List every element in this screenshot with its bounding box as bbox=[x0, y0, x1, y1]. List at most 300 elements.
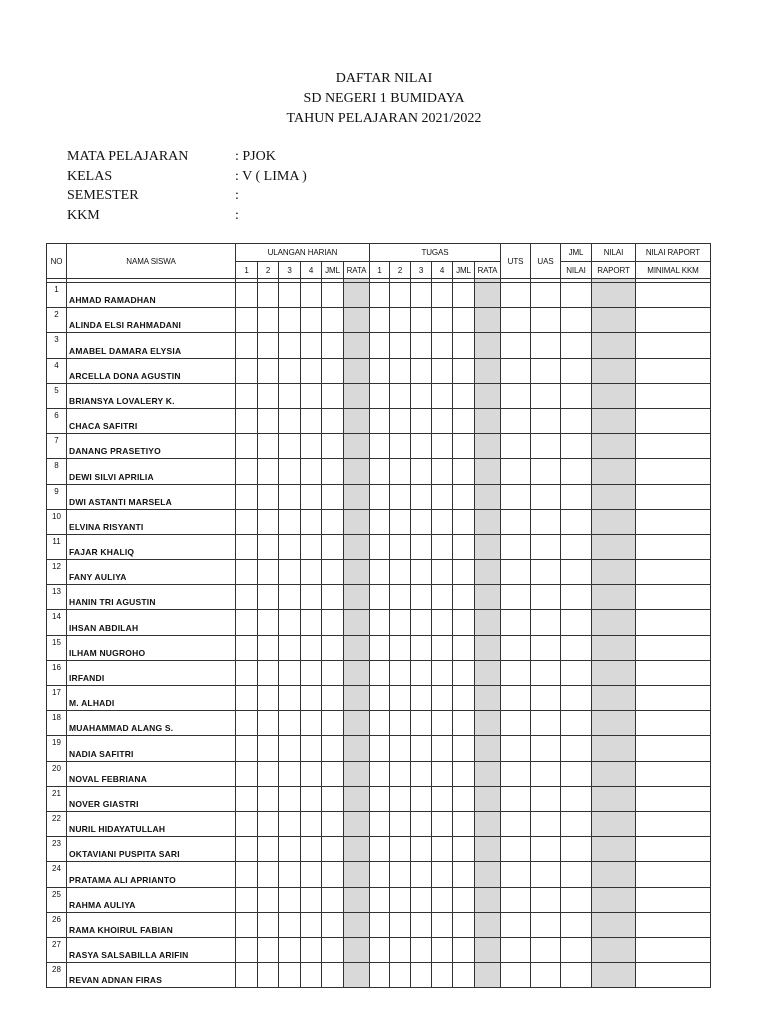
grade-cell-assignment-average[interactable] bbox=[475, 837, 501, 862]
grade-cell-assignment-4[interactable] bbox=[432, 811, 453, 836]
grade-cell-assignment-2[interactable] bbox=[390, 434, 411, 459]
grade-cell-assignment-3[interactable] bbox=[411, 912, 432, 937]
grade-cell-assignment-4[interactable] bbox=[432, 610, 453, 635]
grade-cell-assignment-3[interactable] bbox=[411, 434, 432, 459]
grade-cell-daily-test-2[interactable] bbox=[258, 912, 279, 937]
grade-cell-daily-test-3[interactable] bbox=[279, 887, 301, 912]
grade-cell-assignment-total[interactable] bbox=[453, 560, 475, 585]
grade-cell-daily-test-1[interactable] bbox=[236, 786, 258, 811]
grade-cell-assignment-2[interactable] bbox=[390, 711, 411, 736]
grade-cell-assignment-2[interactable] bbox=[390, 534, 411, 559]
grade-cell-daily-test-1[interactable] bbox=[236, 937, 258, 962]
grade-cell-assignment-average[interactable] bbox=[475, 937, 501, 962]
grade-cell-assignment-2[interactable] bbox=[390, 560, 411, 585]
grade-cell-assignment-3[interactable] bbox=[411, 408, 432, 433]
grade-cell-daily-test-3[interactable] bbox=[279, 434, 301, 459]
grade-cell-daily-test-4[interactable] bbox=[301, 660, 322, 685]
grade-cell-daily-test-2[interactable] bbox=[258, 484, 279, 509]
grade-cell-uts[interactable] bbox=[501, 610, 531, 635]
grade-cell-assignment-3[interactable] bbox=[411, 610, 432, 635]
grade-cell-assignment-4[interactable] bbox=[432, 887, 453, 912]
grade-cell-report-kkm[interactable] bbox=[636, 534, 711, 559]
grade-cell-assignment-1[interactable] bbox=[370, 786, 390, 811]
grade-cell-uts[interactable] bbox=[501, 333, 531, 358]
grade-cell-daily-test-4[interactable] bbox=[301, 484, 322, 509]
grade-cell-uts[interactable] bbox=[501, 736, 531, 761]
grade-cell-assignment-2[interactable] bbox=[390, 585, 411, 610]
grade-cell-uas[interactable] bbox=[531, 383, 561, 408]
grade-cell-report-kkm[interactable] bbox=[636, 509, 711, 534]
grade-cell-assignment-1[interactable] bbox=[370, 660, 390, 685]
grade-cell-assignment-average[interactable] bbox=[475, 736, 501, 761]
grade-cell-assignment-1[interactable] bbox=[370, 736, 390, 761]
grade-cell-daily-test-4[interactable] bbox=[301, 358, 322, 383]
grade-cell-total-score[interactable] bbox=[561, 635, 592, 660]
grade-cell-assignment-3[interactable] bbox=[411, 560, 432, 585]
grade-cell-daily-test-1[interactable] bbox=[236, 434, 258, 459]
grade-cell-report-grade[interactable] bbox=[592, 635, 636, 660]
grade-cell-assignment-1[interactable] bbox=[370, 937, 390, 962]
grade-cell-report-kkm[interactable] bbox=[636, 358, 711, 383]
grade-cell-report-kkm[interactable] bbox=[636, 963, 711, 988]
grade-cell-assignment-2[interactable] bbox=[390, 635, 411, 660]
grade-cell-assignment-1[interactable] bbox=[370, 283, 390, 308]
grade-cell-assignment-4[interactable] bbox=[432, 459, 453, 484]
grade-cell-assignment-3[interactable] bbox=[411, 887, 432, 912]
grade-cell-assignment-average[interactable] bbox=[475, 711, 501, 736]
grade-cell-daily-test-4[interactable] bbox=[301, 686, 322, 711]
grade-cell-assignment-total[interactable] bbox=[453, 333, 475, 358]
grade-cell-daily-test-4[interactable] bbox=[301, 534, 322, 559]
grade-cell-daily-test-3[interactable] bbox=[279, 585, 301, 610]
grade-cell-daily-test-2[interactable] bbox=[258, 786, 279, 811]
grade-cell-assignment-total[interactable] bbox=[453, 408, 475, 433]
grade-cell-daily-test-2[interactable] bbox=[258, 408, 279, 433]
grade-cell-assignment-total[interactable] bbox=[453, 786, 475, 811]
grade-cell-daily-test-1[interactable] bbox=[236, 837, 258, 862]
grade-cell-report-grade[interactable] bbox=[592, 786, 636, 811]
grade-cell-assignment-total[interactable] bbox=[453, 283, 475, 308]
grade-cell-daily-test-3[interactable] bbox=[279, 333, 301, 358]
grade-cell-daily-test-average[interactable] bbox=[344, 686, 370, 711]
grade-cell-uts[interactable] bbox=[501, 811, 531, 836]
grade-cell-assignment-average[interactable] bbox=[475, 509, 501, 534]
grade-cell-assignment-average[interactable] bbox=[475, 408, 501, 433]
grade-cell-daily-test-3[interactable] bbox=[279, 937, 301, 962]
grade-cell-uas[interactable] bbox=[531, 610, 561, 635]
grade-cell-report-grade[interactable] bbox=[592, 660, 636, 685]
grade-cell-assignment-total[interactable] bbox=[453, 308, 475, 333]
grade-cell-assignment-4[interactable] bbox=[432, 837, 453, 862]
grade-cell-report-kkm[interactable] bbox=[636, 686, 711, 711]
grade-cell-daily-test-4[interactable] bbox=[301, 383, 322, 408]
grade-cell-report-grade[interactable] bbox=[592, 862, 636, 887]
grade-cell-daily-test-total[interactable] bbox=[322, 686, 344, 711]
grade-cell-assignment-4[interactable] bbox=[432, 534, 453, 559]
grade-cell-daily-test-total[interactable] bbox=[322, 308, 344, 333]
grade-cell-assignment-4[interactable] bbox=[432, 585, 453, 610]
grade-cell-daily-test-1[interactable] bbox=[236, 862, 258, 887]
grade-cell-assignment-total[interactable] bbox=[453, 509, 475, 534]
grade-cell-assignment-average[interactable] bbox=[475, 358, 501, 383]
grade-cell-daily-test-1[interactable] bbox=[236, 358, 258, 383]
grade-cell-total-score[interactable] bbox=[561, 358, 592, 383]
grade-cell-daily-test-total[interactable] bbox=[322, 660, 344, 685]
grade-cell-report-kkm[interactable] bbox=[636, 434, 711, 459]
grade-cell-assignment-1[interactable] bbox=[370, 358, 390, 383]
grade-cell-report-grade[interactable] bbox=[592, 408, 636, 433]
grade-cell-daily-test-3[interactable] bbox=[279, 786, 301, 811]
grade-cell-daily-test-1[interactable] bbox=[236, 383, 258, 408]
grade-cell-assignment-total[interactable] bbox=[453, 484, 475, 509]
grade-cell-report-grade[interactable] bbox=[592, 333, 636, 358]
grade-cell-daily-test-total[interactable] bbox=[322, 811, 344, 836]
grade-cell-assignment-3[interactable] bbox=[411, 383, 432, 408]
grade-cell-daily-test-2[interactable] bbox=[258, 560, 279, 585]
grade-cell-daily-test-4[interactable] bbox=[301, 937, 322, 962]
grade-cell-uas[interactable] bbox=[531, 887, 561, 912]
grade-cell-assignment-4[interactable] bbox=[432, 912, 453, 937]
grade-cell-daily-test-total[interactable] bbox=[322, 560, 344, 585]
grade-cell-daily-test-average[interactable] bbox=[344, 358, 370, 383]
grade-cell-report-kkm[interactable] bbox=[636, 308, 711, 333]
grade-cell-daily-test-3[interactable] bbox=[279, 837, 301, 862]
grade-cell-uts[interactable] bbox=[501, 761, 531, 786]
grade-cell-report-kkm[interactable] bbox=[636, 333, 711, 358]
grade-cell-uts[interactable] bbox=[501, 585, 531, 610]
grade-cell-assignment-3[interactable] bbox=[411, 736, 432, 761]
grade-cell-assignment-3[interactable] bbox=[411, 963, 432, 988]
grade-cell-assignment-total[interactable] bbox=[453, 534, 475, 559]
grade-cell-assignment-2[interactable] bbox=[390, 484, 411, 509]
grade-cell-uts[interactable] bbox=[501, 509, 531, 534]
grade-cell-daily-test-2[interactable] bbox=[258, 736, 279, 761]
grade-cell-daily-test-4[interactable] bbox=[301, 786, 322, 811]
grade-cell-assignment-3[interactable] bbox=[411, 635, 432, 660]
grade-cell-uas[interactable] bbox=[531, 635, 561, 660]
grade-cell-assignment-3[interactable] bbox=[411, 459, 432, 484]
grade-cell-report-kkm[interactable] bbox=[636, 383, 711, 408]
grade-cell-assignment-total[interactable] bbox=[453, 736, 475, 761]
grade-cell-daily-test-average[interactable] bbox=[344, 937, 370, 962]
grade-cell-daily-test-average[interactable] bbox=[344, 912, 370, 937]
grade-cell-assignment-3[interactable] bbox=[411, 358, 432, 383]
grade-cell-daily-test-3[interactable] bbox=[279, 484, 301, 509]
grade-cell-assignment-1[interactable] bbox=[370, 635, 390, 660]
grade-cell-assignment-total[interactable] bbox=[453, 610, 475, 635]
grade-cell-report-grade[interactable] bbox=[592, 887, 636, 912]
grade-cell-daily-test-total[interactable] bbox=[322, 887, 344, 912]
grade-cell-daily-test-4[interactable] bbox=[301, 912, 322, 937]
grade-cell-total-score[interactable] bbox=[561, 308, 592, 333]
grade-cell-total-score[interactable] bbox=[561, 283, 592, 308]
grade-cell-uas[interactable] bbox=[531, 686, 561, 711]
grade-cell-total-score[interactable] bbox=[561, 837, 592, 862]
grade-cell-uas[interactable] bbox=[531, 408, 561, 433]
grade-cell-assignment-total[interactable] bbox=[453, 459, 475, 484]
grade-cell-report-kkm[interactable] bbox=[636, 660, 711, 685]
grade-cell-uas[interactable] bbox=[531, 333, 561, 358]
grade-cell-assignment-4[interactable] bbox=[432, 736, 453, 761]
grade-cell-daily-test-total[interactable] bbox=[322, 786, 344, 811]
grade-cell-daily-test-4[interactable] bbox=[301, 711, 322, 736]
grade-cell-assignment-4[interactable] bbox=[432, 560, 453, 585]
grade-cell-daily-test-3[interactable] bbox=[279, 459, 301, 484]
grade-cell-daily-test-average[interactable] bbox=[344, 560, 370, 585]
grade-cell-daily-test-average[interactable] bbox=[344, 534, 370, 559]
grade-cell-report-kkm[interactable] bbox=[636, 610, 711, 635]
grade-cell-report-grade[interactable] bbox=[592, 459, 636, 484]
grade-cell-uts[interactable] bbox=[501, 459, 531, 484]
grade-cell-daily-test-average[interactable] bbox=[344, 509, 370, 534]
grade-cell-daily-test-4[interactable] bbox=[301, 283, 322, 308]
grade-cell-report-kkm[interactable] bbox=[636, 459, 711, 484]
grade-cell-uts[interactable] bbox=[501, 484, 531, 509]
grade-cell-assignment-1[interactable] bbox=[370, 585, 390, 610]
grade-cell-uts[interactable] bbox=[501, 308, 531, 333]
grade-cell-assignment-total[interactable] bbox=[453, 963, 475, 988]
grade-cell-assignment-2[interactable] bbox=[390, 283, 411, 308]
grade-cell-uas[interactable] bbox=[531, 912, 561, 937]
grade-cell-assignment-total[interactable] bbox=[453, 434, 475, 459]
grade-cell-daily-test-average[interactable] bbox=[344, 434, 370, 459]
grade-cell-uts[interactable] bbox=[501, 408, 531, 433]
grade-cell-assignment-3[interactable] bbox=[411, 484, 432, 509]
grade-cell-uts[interactable] bbox=[501, 635, 531, 660]
grade-cell-daily-test-4[interactable] bbox=[301, 635, 322, 660]
grade-cell-daily-test-3[interactable] bbox=[279, 358, 301, 383]
grade-cell-daily-test-2[interactable] bbox=[258, 459, 279, 484]
grade-cell-assignment-total[interactable] bbox=[453, 937, 475, 962]
grade-cell-uas[interactable] bbox=[531, 761, 561, 786]
grade-cell-daily-test-1[interactable] bbox=[236, 408, 258, 433]
grade-cell-daily-test-4[interactable] bbox=[301, 610, 322, 635]
grade-cell-daily-test-total[interactable] bbox=[322, 912, 344, 937]
grade-cell-report-grade[interactable] bbox=[592, 484, 636, 509]
grade-cell-uts[interactable] bbox=[501, 963, 531, 988]
grade-cell-uas[interactable] bbox=[531, 862, 561, 887]
grade-cell-daily-test-4[interactable] bbox=[301, 333, 322, 358]
grade-cell-uas[interactable] bbox=[531, 837, 561, 862]
grade-cell-assignment-1[interactable] bbox=[370, 308, 390, 333]
grade-cell-daily-test-3[interactable] bbox=[279, 509, 301, 534]
grade-cell-daily-test-total[interactable] bbox=[322, 283, 344, 308]
grade-cell-daily-test-4[interactable] bbox=[301, 408, 322, 433]
grade-cell-assignment-4[interactable] bbox=[432, 434, 453, 459]
grade-cell-assignment-2[interactable] bbox=[390, 408, 411, 433]
grade-cell-assignment-average[interactable] bbox=[475, 635, 501, 660]
grade-cell-report-kkm[interactable] bbox=[636, 484, 711, 509]
grade-cell-assignment-average[interactable] bbox=[475, 333, 501, 358]
grade-cell-uas[interactable] bbox=[531, 534, 561, 559]
grade-cell-uas[interactable] bbox=[531, 585, 561, 610]
grade-cell-assignment-2[interactable] bbox=[390, 862, 411, 887]
grade-cell-assignment-average[interactable] bbox=[475, 459, 501, 484]
grade-cell-assignment-3[interactable] bbox=[411, 333, 432, 358]
grade-cell-assignment-1[interactable] bbox=[370, 686, 390, 711]
grade-cell-daily-test-average[interactable] bbox=[344, 660, 370, 685]
grade-cell-daily-test-1[interactable] bbox=[236, 308, 258, 333]
grade-cell-daily-test-total[interactable] bbox=[322, 937, 344, 962]
grade-cell-daily-test-4[interactable] bbox=[301, 862, 322, 887]
grade-cell-uas[interactable] bbox=[531, 459, 561, 484]
grade-cell-daily-test-total[interactable] bbox=[322, 408, 344, 433]
grade-cell-report-kkm[interactable] bbox=[636, 912, 711, 937]
grade-cell-daily-test-average[interactable] bbox=[344, 283, 370, 308]
grade-cell-daily-test-4[interactable] bbox=[301, 585, 322, 610]
grade-cell-daily-test-total[interactable] bbox=[322, 333, 344, 358]
grade-cell-uas[interactable] bbox=[531, 937, 561, 962]
grade-cell-total-score[interactable] bbox=[561, 484, 592, 509]
grade-cell-assignment-2[interactable] bbox=[390, 736, 411, 761]
grade-cell-uts[interactable] bbox=[501, 786, 531, 811]
grade-cell-assignment-2[interactable] bbox=[390, 887, 411, 912]
grade-cell-report-kkm[interactable] bbox=[636, 736, 711, 761]
grade-cell-daily-test-3[interactable] bbox=[279, 635, 301, 660]
grade-cell-assignment-1[interactable] bbox=[370, 383, 390, 408]
grade-cell-daily-test-average[interactable] bbox=[344, 459, 370, 484]
grade-cell-uts[interactable] bbox=[501, 283, 531, 308]
grade-cell-daily-test-3[interactable] bbox=[279, 308, 301, 333]
grade-cell-daily-test-2[interactable] bbox=[258, 585, 279, 610]
grade-cell-assignment-2[interactable] bbox=[390, 610, 411, 635]
grade-cell-uts[interactable] bbox=[501, 862, 531, 887]
grade-cell-assignment-3[interactable] bbox=[411, 761, 432, 786]
grade-cell-report-grade[interactable] bbox=[592, 283, 636, 308]
grade-cell-assignment-total[interactable] bbox=[453, 383, 475, 408]
grade-cell-daily-test-1[interactable] bbox=[236, 736, 258, 761]
grade-cell-assignment-2[interactable] bbox=[390, 509, 411, 534]
grade-cell-assignment-2[interactable] bbox=[390, 811, 411, 836]
grade-cell-daily-test-total[interactable] bbox=[322, 585, 344, 610]
grade-cell-assignment-1[interactable] bbox=[370, 560, 390, 585]
grade-cell-daily-test-2[interactable] bbox=[258, 383, 279, 408]
grade-cell-daily-test-total[interactable] bbox=[322, 963, 344, 988]
grade-cell-report-grade[interactable] bbox=[592, 434, 636, 459]
grade-cell-report-kkm[interactable] bbox=[636, 862, 711, 887]
grade-cell-daily-test-3[interactable] bbox=[279, 408, 301, 433]
grade-cell-report-grade[interactable] bbox=[592, 711, 636, 736]
grade-cell-daily-test-1[interactable] bbox=[236, 509, 258, 534]
grade-cell-assignment-average[interactable] bbox=[475, 308, 501, 333]
grade-cell-assignment-average[interactable] bbox=[475, 862, 501, 887]
grade-cell-report-kkm[interactable] bbox=[636, 711, 711, 736]
grade-cell-daily-test-1[interactable] bbox=[236, 660, 258, 685]
grade-cell-daily-test-total[interactable] bbox=[322, 736, 344, 761]
grade-cell-assignment-total[interactable] bbox=[453, 686, 475, 711]
grade-cell-assignment-total[interactable] bbox=[453, 635, 475, 660]
grade-cell-assignment-3[interactable] bbox=[411, 660, 432, 685]
grade-cell-total-score[interactable] bbox=[561, 383, 592, 408]
grade-cell-assignment-1[interactable] bbox=[370, 837, 390, 862]
grade-cell-daily-test-3[interactable] bbox=[279, 761, 301, 786]
grade-cell-assignment-1[interactable] bbox=[370, 484, 390, 509]
grade-cell-uas[interactable] bbox=[531, 434, 561, 459]
grade-cell-daily-test-3[interactable] bbox=[279, 686, 301, 711]
grade-cell-uas[interactable] bbox=[531, 786, 561, 811]
grade-cell-daily-test-average[interactable] bbox=[344, 761, 370, 786]
grade-cell-report-kkm[interactable] bbox=[636, 408, 711, 433]
grade-cell-daily-test-2[interactable] bbox=[258, 434, 279, 459]
grade-cell-daily-test-total[interactable] bbox=[322, 434, 344, 459]
grade-cell-uts[interactable] bbox=[501, 887, 531, 912]
grade-cell-assignment-average[interactable] bbox=[475, 660, 501, 685]
grade-cell-report-kkm[interactable] bbox=[636, 937, 711, 962]
grade-cell-daily-test-1[interactable] bbox=[236, 484, 258, 509]
grade-cell-daily-test-4[interactable] bbox=[301, 837, 322, 862]
grade-cell-daily-test-average[interactable] bbox=[344, 383, 370, 408]
grade-cell-assignment-total[interactable] bbox=[453, 912, 475, 937]
grade-cell-daily-test-1[interactable] bbox=[236, 585, 258, 610]
grade-cell-daily-test-1[interactable] bbox=[236, 686, 258, 711]
grade-cell-assignment-3[interactable] bbox=[411, 686, 432, 711]
grade-cell-daily-test-average[interactable] bbox=[344, 887, 370, 912]
grade-cell-daily-test-2[interactable] bbox=[258, 358, 279, 383]
grade-cell-assignment-1[interactable] bbox=[370, 711, 390, 736]
grade-cell-report-kkm[interactable] bbox=[636, 811, 711, 836]
grade-cell-assignment-total[interactable] bbox=[453, 837, 475, 862]
grade-cell-total-score[interactable] bbox=[561, 560, 592, 585]
grade-cell-daily-test-total[interactable] bbox=[322, 509, 344, 534]
grade-cell-daily-test-total[interactable] bbox=[322, 459, 344, 484]
grade-cell-assignment-1[interactable] bbox=[370, 887, 390, 912]
grade-cell-daily-test-1[interactable] bbox=[236, 761, 258, 786]
grade-cell-daily-test-2[interactable] bbox=[258, 862, 279, 887]
grade-cell-assignment-total[interactable] bbox=[453, 711, 475, 736]
grade-cell-assignment-average[interactable] bbox=[475, 887, 501, 912]
grade-cell-daily-test-2[interactable] bbox=[258, 308, 279, 333]
grade-cell-assignment-4[interactable] bbox=[432, 761, 453, 786]
grade-cell-report-grade[interactable] bbox=[592, 736, 636, 761]
grade-cell-assignment-2[interactable] bbox=[390, 837, 411, 862]
grade-cell-daily-test-4[interactable] bbox=[301, 434, 322, 459]
grade-cell-daily-test-total[interactable] bbox=[322, 610, 344, 635]
grade-cell-assignment-average[interactable] bbox=[475, 912, 501, 937]
grade-cell-assignment-4[interactable] bbox=[432, 635, 453, 660]
grade-cell-report-kkm[interactable] bbox=[636, 635, 711, 660]
grade-cell-assignment-total[interactable] bbox=[453, 761, 475, 786]
grade-cell-daily-test-average[interactable] bbox=[344, 308, 370, 333]
grade-cell-uts[interactable] bbox=[501, 837, 531, 862]
grade-cell-total-score[interactable] bbox=[561, 736, 592, 761]
grade-cell-assignment-average[interactable] bbox=[475, 434, 501, 459]
grade-cell-assignment-1[interactable] bbox=[370, 333, 390, 358]
grade-cell-assignment-1[interactable] bbox=[370, 408, 390, 433]
grade-cell-daily-test-2[interactable] bbox=[258, 686, 279, 711]
grade-cell-daily-test-3[interactable] bbox=[279, 711, 301, 736]
grade-cell-uts[interactable] bbox=[501, 711, 531, 736]
grade-cell-uts[interactable] bbox=[501, 534, 531, 559]
grade-cell-assignment-3[interactable] bbox=[411, 585, 432, 610]
grade-cell-daily-test-average[interactable] bbox=[344, 484, 370, 509]
grade-cell-daily-test-4[interactable] bbox=[301, 887, 322, 912]
grade-cell-report-kkm[interactable] bbox=[636, 786, 711, 811]
grade-cell-total-score[interactable] bbox=[561, 811, 592, 836]
grade-cell-total-score[interactable] bbox=[561, 786, 592, 811]
grade-cell-total-score[interactable] bbox=[561, 963, 592, 988]
grade-cell-total-score[interactable] bbox=[561, 761, 592, 786]
grade-cell-daily-test-average[interactable] bbox=[344, 963, 370, 988]
grade-cell-daily-test-3[interactable] bbox=[279, 912, 301, 937]
grade-cell-total-score[interactable] bbox=[561, 912, 592, 937]
grade-cell-report-kkm[interactable] bbox=[636, 283, 711, 308]
grade-cell-daily-test-3[interactable] bbox=[279, 283, 301, 308]
grade-cell-total-score[interactable] bbox=[561, 610, 592, 635]
grade-cell-report-kkm[interactable] bbox=[636, 560, 711, 585]
grade-cell-daily-test-total[interactable] bbox=[322, 711, 344, 736]
grade-cell-total-score[interactable] bbox=[561, 660, 592, 685]
grade-cell-daily-test-average[interactable] bbox=[344, 862, 370, 887]
